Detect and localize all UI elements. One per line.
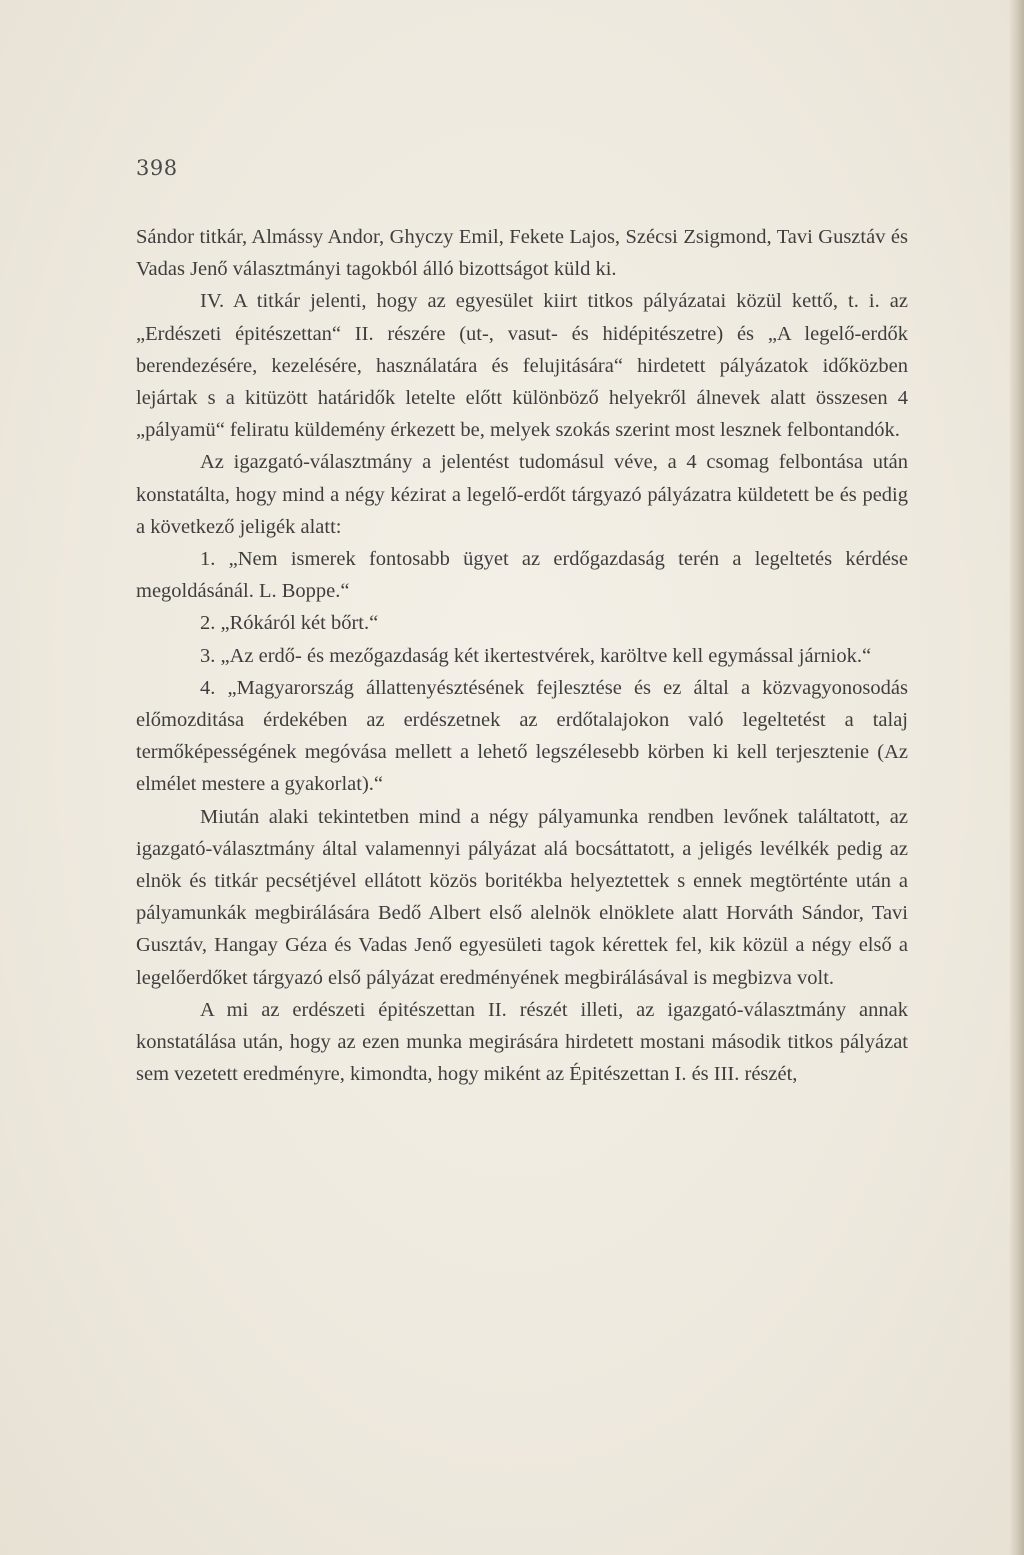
page-number: 398 <box>136 156 178 180</box>
list-item: 3. „Az erdő- és mezőgazdaság két ikertestvérek, karöltve kell egymással járniok.“ <box>200 644 872 667</box>
page-edge-shadow <box>1010 0 1024 1555</box>
list-item: 1. „Nem ismerek fontosabb ügyet az erdőgazdaság terén a legeltetés kérdése megoldásánál. L. Boppe.“ <box>136 548 908 603</box>
paragraph: A mi az erdészeti épitészettan II. részét illeti, az igazgató-választmány annak konstatálása után, hogy az ezen munka megirására hirdetett mostani második titkos pályázat sem vezetett eredményre, kimondta, hogy miként az Épitészettan I. és III. részét, <box>136 998 908 1086</box>
paragraph: Sándor titkár, Almássy Andor, Ghyczy Emil, Fekete Lajos, Szécsi Zsigmond, Tavi Gusztáv és Vadas Jenő választmányi tagokból álló bizottságot küld ki. <box>136 226 908 281</box>
list-item: 2. „Rókáról két bőrt.“ <box>200 612 379 635</box>
paragraph: IV. A titkár jelenti, hogy az egyesület kiirt titkos pályázatai közül kettő, t. i. az „Erdészeti épitészettan“ II. részére (ut-, vasut- és hidépitészetre) és „A legelő-erdők berendezésére, kezelésére, használatára és felujitására“ hirdetett pályázatok időközben lejártak s a kitüzött határidők letelte előtt különböző helyekről álnevek alatt összesen 4 „pályamü“ feliratu küldemény érkezett be, melyek szokás szerint most lesznek felbontandók. <box>136 290 908 442</box>
paragraph: Az igazgató-választmány a jelentést tudomásul véve, a 4 csomag felbontása után konstatálta, hogy mind a négy kézirat a legelő-erdőt tárgyazó pályázatra küldetett be és pedig a következő jeligék alatt: <box>136 451 908 538</box>
body-text <box>136 221 908 1090</box>
paragraph: Miután alaki tekintetben mind a négy pályamunka rendben levőnek találtatott, az igazgató-választmány által valamennyi pályázat alá bocsáttatott, a jeligés levélkék pedig az elnök és titkár pecsétjével ellátott közös boritékba helyeztettek s ennek megtörténte után a pályamunkák megbirálására Bedő Albert első alelnök elnöklete alatt Horváth Sándor, Tavi Gusztáv, Hangay Géza és Vadas Jenő egyesületi tagok kérettek fel, kik közül a négy első a legelőerdőket tárgyazó első pályázat eredményének megbirálásával is megbizva volt. <box>136 805 908 989</box>
list-item: 4. „Magyarország állattenyésztésének fejlesztése és ez által a közvagyonosodás előmozditása érdekében az erdészetnek az erdőtalajokon való legeltetést a talaj termőképességének megóvása mellett a lehető legszélesebb körben ki kell terjesztenie (Az elmélet mestere a gyakorlat).“ <box>136 676 908 796</box>
